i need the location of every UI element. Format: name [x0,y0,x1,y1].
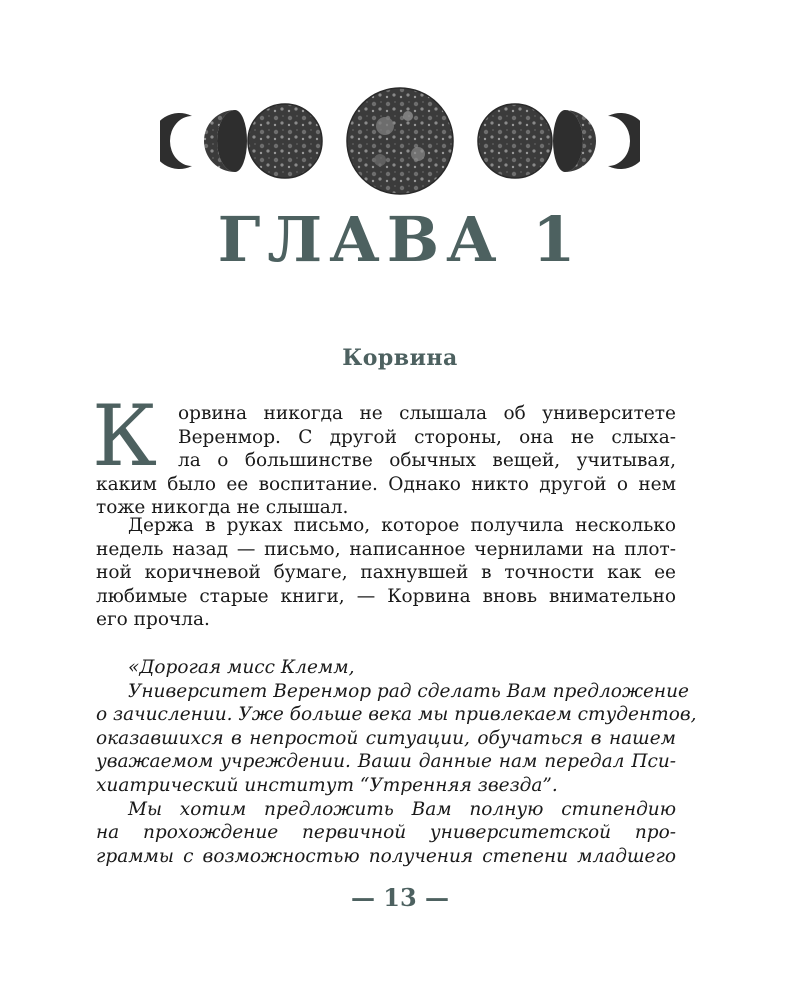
paragraph-1-line-4: каким было ее воспитание. Однако никто другой о нем [96,473,676,495]
paragraph-2-line-2: недель назад — письмо, написанное чернилами на плот- [96,538,676,560]
paragraph-2-line-1: Держа в руках письмо, которое получила несколько [128,515,676,536]
section-heading: Корвина [342,345,458,371]
paragraph-2-line-4: любимые старые книги, — Корвина вновь внимательно [96,585,676,607]
crescent-moon-right-icon [608,113,640,169]
letter-line-5: уважаемом учреждении. Ваши данные нам передал Пси- [96,751,676,773]
chapter-title: ГЛАВА 1 [217,203,583,276]
letter-line-2: Университет Веренмор рад сделать Вам предложение [128,680,689,702]
letter-line-1: «Дорогая мисс Клемм, [128,657,355,678]
gibbous-moon-right-icon [478,104,552,178]
letter-line-4: оказавшихся в непростой ситуации, обучаться в нашем [96,727,676,749]
paragraph-1-line-3: ла о большинстве обычных вещей, учитывая, [178,450,676,472]
letter-line-8: на прохождение первичной университетской про- [96,822,676,844]
paragraph-1-line-1: орвина никогда не слышала об университете [178,403,676,424]
moon-phases-ornament [160,86,640,196]
page-number: — 13 — [350,883,450,912]
full-moon-icon [347,88,453,194]
paragraph-2-line-5: его прочла. [96,609,210,631]
drop-cap: К [92,387,158,485]
paragraph-1-line-5: тоже никогда не слышал. [96,497,349,519]
crescent-moon-left-icon [160,113,192,169]
half-moon-right-icon [553,110,596,172]
gibbous-moon-left-icon [248,104,322,178]
paragraph-1-dropcap-lines [178,402,676,449]
letter-line-7: Мы хотим предложить Вам полную стипендию [128,798,676,820]
letter-line-6: хиатрический институт “Утренняя звезда”. [96,774,558,796]
letter-line-3: о зачислении. Уже больше века мы привлекаем студентов, [96,704,697,726]
paragraph-1-line-2: Веренмор. С другой стороны, она не слыха- [178,426,676,448]
half-moon-left-icon [204,110,247,172]
paragraph-2 [96,514,676,632]
letter-quote [96,656,697,868]
paragraph-2-line-3: ной коричневой бумаге, пахнувшей в точности как ее [96,562,676,584]
letter-line-9: граммы с возможностью получения степени младшего [96,845,676,867]
paragraph-1-full-lines [96,473,676,520]
paragraph-1-indented-lines [178,449,676,473]
